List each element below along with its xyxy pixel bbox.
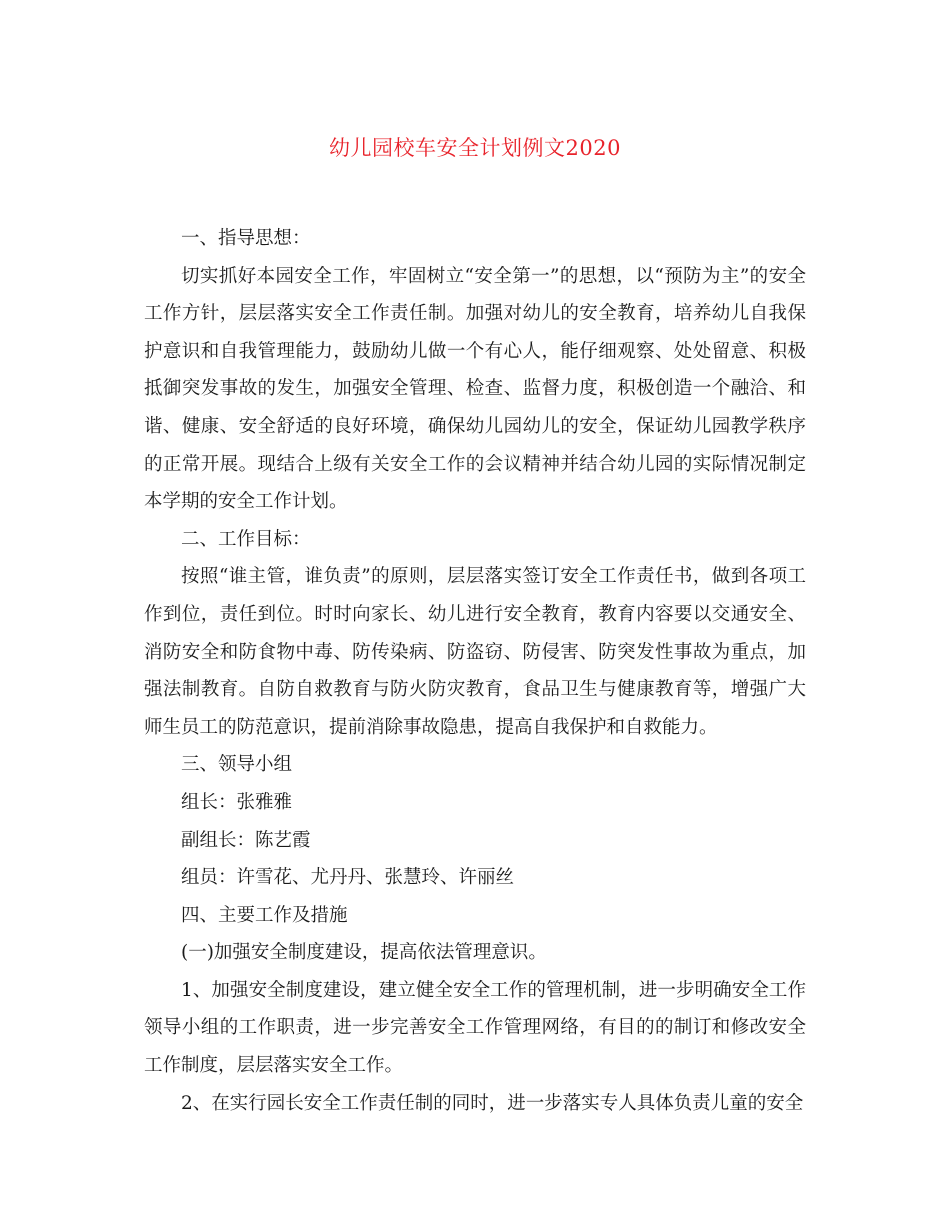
section-heading-leadership-group: 三、领导小组 [181,754,293,776]
section-heading-guiding-thought: 一、指导思想： [181,228,311,249]
section-heading-main-work: 四、主要工作及措施 [181,904,348,926]
document-body [144,220,806,1122]
paragraph-guiding-thought: 切实抓好本园安全工作，牢固树立“安全第一”的思想，以“预防为主”的安全工作方针，层层落实安全工作责任制。加强对幼儿的安全教育，培养幼儿自我保护意识和自我管理能力，鼓励幼儿做一个有心人，能仔细观察、处处留意、积极抵御突发事故的发生，加强安全管理、检查、监督力度，积极创造一个融洽、和谐、健康、安全舒适的良好环境，确保幼儿园幼儿的安全，保证幼儿园教学秩序的正常开展。现结合上级有关安全工作的会议精神并结合幼儿园的实际情况制定本学期的安全工作计划。 [144,265,806,513]
document-title: 幼儿园校车安全计划例文2020 [329,136,621,160]
leader-line: 组长：张雅雅 [181,791,293,813]
deputy-leader-line: 副组长：陈艺霞 [181,829,311,851]
members-line: 组员：许雪花、尤丹丹、张慧玲、许丽丝 [181,867,515,889]
paragraph-item-2: 2、在实行园长安全工作责任制的同时，进一步落实专人具体负责儿童的安全 [181,1092,804,1114]
paragraph-work-goals: 按照“谁主管，谁负责”的原则，层层落实签订安全工作责任书，做到各项工作到位，责任到位。时时向家长、幼儿进行安全教育，教育内容要以交通安全、消防安全和防食物中毒、防传染病、防盗窃、防侵害、防突发性事故为重点，加强法制教育。自防自救教育与防火防灾教育，食品卫生与健康教育等，增强广大师生员工的防范意识，提前消除事故隐患，提高自我保护和自救能力。 [144,566,806,738]
section-heading-work-goals: 二、工作目标： [181,528,311,550]
paragraph-item-1: 1、加强安全制度建设，建立健全安全工作的管理机制，进一步明确安全工作领导小组的工作职责，进一步完善安全工作管理网络，有目的的制订和修改安全工作制度，层层落实安全工作。 [144,979,806,1077]
subsection-heading-safety-system: (一)加强安全制度建设，提高依法管理意识。 [181,942,547,964]
